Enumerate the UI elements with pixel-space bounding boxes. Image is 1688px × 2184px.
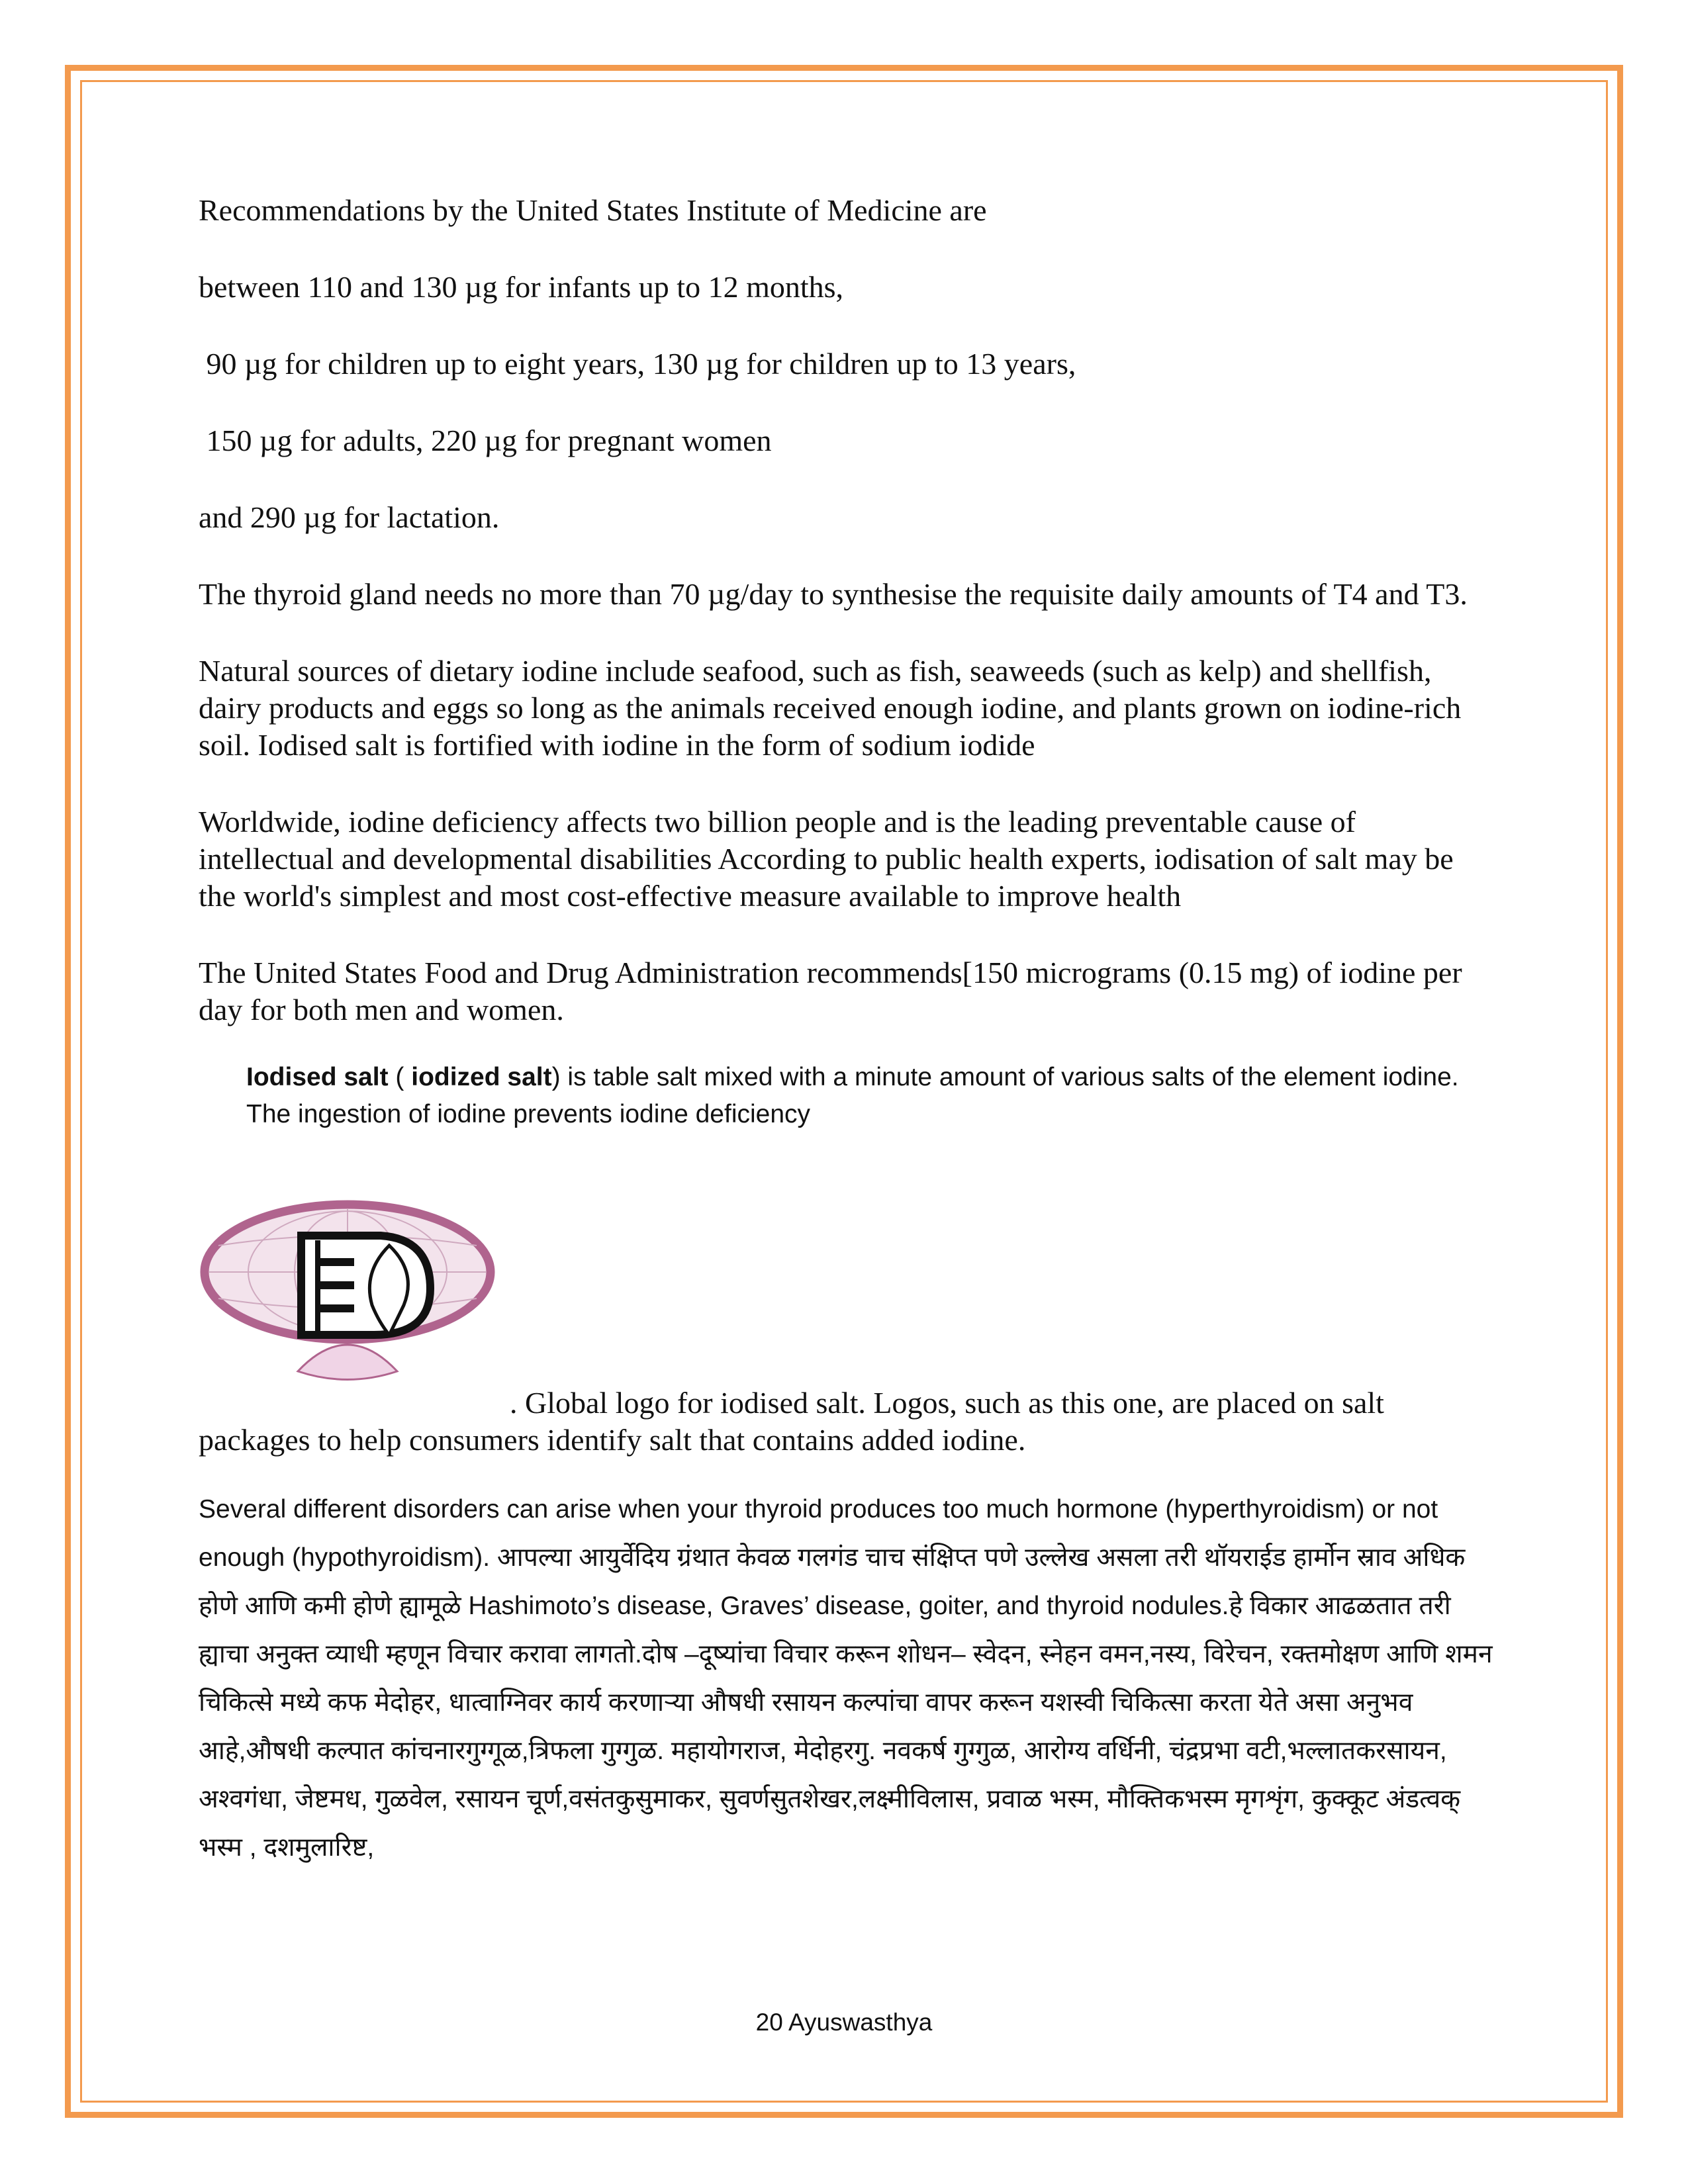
iodised-salt-logo-icon xyxy=(199,1199,510,1398)
page-content xyxy=(199,192,1496,1872)
paragraph-worldwide: Worldwide, iodine deficiency affects two billion people and is the leading preventable cause of intellectual and developmental disabilities According to public health experts, iodisation of salt may be the world's simplest and most cost-effective measure available to improve health xyxy=(199,805,1454,913)
paragraph-thyroid-needs: The thyroid gland needs no more than 70 µg/day to synthesise the requisite daily amounts of T4 and T3. xyxy=(199,577,1468,611)
paragraph-recommendations: Recommendations by the United States Institute of Medicine are xyxy=(199,193,987,227)
iodised-salt-note xyxy=(246,1059,1504,1133)
logo-row xyxy=(199,1199,1496,1398)
note-term-iodised: Iodised salt xyxy=(246,1063,389,1091)
logo-caption-text: . Global logo for iodised salt. Logos, such as this one, are placed on salt packages to help consumers identify salt that contains added iodine. xyxy=(199,1386,1384,1457)
paragraph-lactation: and 290 µg for lactation. xyxy=(199,500,500,534)
page-footer: 20 Ayuswasthya xyxy=(755,2009,933,2036)
paragraph-natural-sources: Natural sources of dietary iodine include seafood, such as fish, seaweeds (such as kelp) and shellfish, dairy products and eggs so long as the animals received enough iodine, and plants grown on iodine-rich soil. Iodised salt is fortified with iodine in the form of sodium iodide xyxy=(199,654,1462,762)
thyroid-disorders-text: Several different disorders can arise when your thyroid produces too much hormone (hyperthyroidism) or not enough (hypothyroidism). आपल्या आयुर्वेदिय ग्रंथात केवळ गलगंड चाच संक्षिप्त पणे उल्लेख असला तरी थॉयराईड हार्मोन स्राव अधिक होणे आणि कमी होणे ह्यामूळे Hashimoto’s disease, Graves’ disease, goiter, and thyroid nodules.हे विकार आढळतात तरी ह्याचा अनुक्त व्याधी म्हणून विचार करावा लागतो.दोष –दूष्यांचा विचार करून शोधन– स्वेदन, स्नेहन वमन,नस्य, विरेचन, रक्तमोक्षण आणि शमन चिकित्से मध्ये कफ मेदोहर, धात्वाग्निवर कार्य करणाऱ्या औषधी रसायन कल्पांचा वापर करून यशस्वी चिकित्सा करता येते असा अनुभव आहे,औषधी कल्पात कांचनारगुग्गूळ,त्रिफला गुग्गुळ. महायोगराज, मेदोहरगु. नवकर्ष गुग्गुळ, आरोग्य वर्धिनी, चंद्रप्रभा वटी,भल्लातकरसायन, अश्वगंधा, जेष्टमध, गुळवेल, रसायन चूर्ण,वसंतकुसुमाकर, सुवर्णसुतशेखर,लक्ष्मीविलास, प्रवाळ भस्म, मौक्तिकभस्म मृगशृंग, कुक्कूट अंडत्वक् भस्म , दशमुलारिष्ट, xyxy=(199,1495,1493,1862)
paragraph-adults: 150 µg for adults, 220 µg for pregnant women xyxy=(199,424,772,457)
note-open-paren: ( xyxy=(388,1063,412,1091)
paragraph-infants: between 110 and 130 µg for infants up to 12 months, xyxy=(199,270,844,304)
paragraph-children: 90 µg for children up to eight years, 130 µg for children up to 13 years, xyxy=(199,347,1076,381)
paragraph-fda: The United States Food and Drug Administration recommends[150 micrograms (0.15 mg) of iodine per day for both men and women. xyxy=(199,956,1462,1026)
note-term-iodized: iodized salt xyxy=(411,1063,552,1091)
note-body: ) is table salt mixed with a minute amount of various salts of the element iodine. The ingestion of iodine prevents iodine deficiency xyxy=(246,1063,1459,1128)
